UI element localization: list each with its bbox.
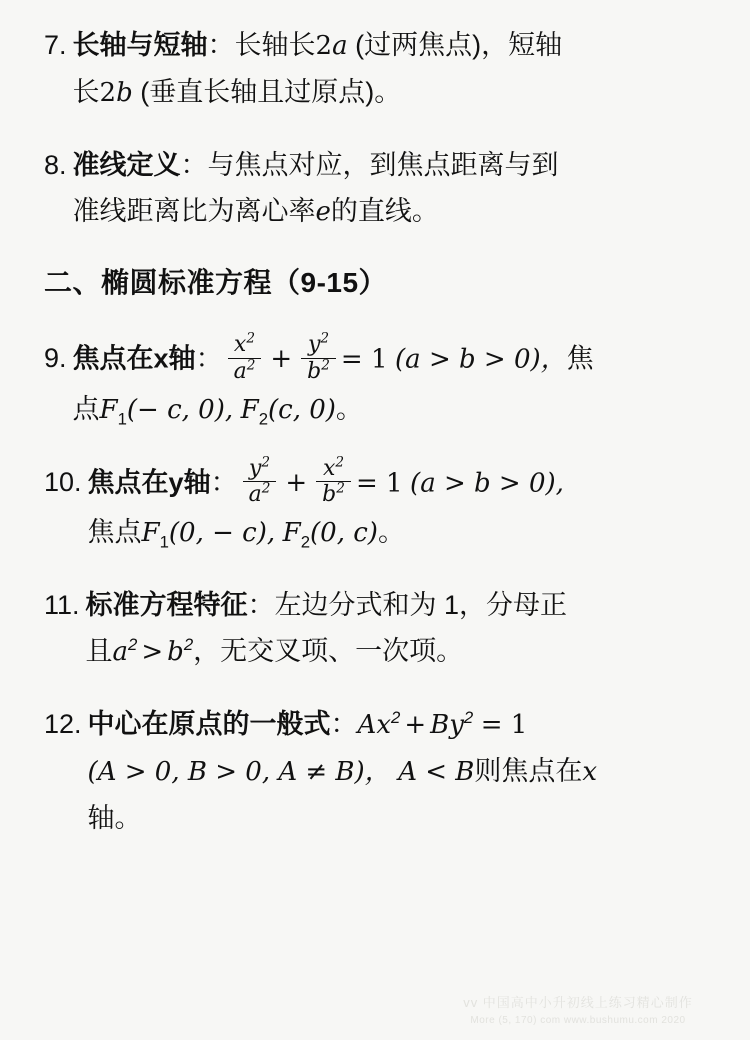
item-title: 标准方程特征 [85,590,248,620]
colon: ： [330,709,358,739]
item-text-tail: 焦 [566,343,594,374]
item-number: 8. [44,150,67,180]
equals-one: = 1 [355,467,403,498]
list-item-11 [44,582,706,675]
item-text-1: 左边分式和为 1，分母正 [274,590,568,620]
list-item-8 [44,142,706,235]
item-title: 准线定义 [72,150,181,180]
greater-than-operator: > [141,637,164,667]
focus-f1-arg: (− c, 0), [126,394,234,425]
watermark [428,994,728,1030]
focus-f2-subscript: 2 [258,408,268,428]
item-text-2: 且 [85,636,113,666]
section-heading: 二、椭圆标准方程（9-15） [44,267,388,298]
item-text-2: 点 [72,393,100,424]
condition-abc: (a > b > 0), [410,467,564,498]
fraction-x2-a2: $\frac{x^2}{a^2}$ [228,333,262,384]
period: 。 [377,517,405,547]
x-symbol: x [582,757,598,787]
item-text-4: (垂直长轴且过原点)。 [140,77,402,107]
minor-axis-length: 2b [99,78,133,108]
item-number: 9. [44,343,67,373]
list-item-7 [44,22,706,116]
item-text-3: ，无交叉项、一次项。 [193,636,464,666]
equals-one: = 1 [340,344,388,375]
focus-f1-arg: (0, − c), [168,518,276,548]
plus-operator: + [404,710,427,740]
item-body [72,330,594,433]
focus-f2-arg: (c, 0) [268,394,336,425]
general-form-conditions: (A > 0, B > 0, A ≠ B)， [87,757,391,787]
item-title: 焦点在y轴 [87,466,211,497]
item-text-2: 准线距离比为离心率 [72,196,316,226]
focus-f2: F [240,394,259,425]
plus-operator: + [270,344,293,375]
equals-one: = 1 [480,710,528,740]
item-body [86,582,568,675]
major-axis-length: 2a [315,31,348,61]
item-number: 12. [44,709,82,739]
fraction-x2-b2: $\frac{x^2}{b^2}$ [316,457,351,508]
watermark-line-1: vv 中国高中小升初线上练习精心制作 [463,995,693,1010]
item-text-1: 与焦点对应，到焦点距离与到 [207,150,559,180]
a-exponent: 2 [128,635,138,654]
focus-f1: F [99,394,118,425]
focus-f2-arg: (0, c) [310,518,378,548]
item-body [73,142,559,235]
focus-f1: F [141,518,160,548]
item-title: 焦点在x轴 [72,343,196,374]
general-form-term-a: Ax [357,710,391,740]
y-exponent: 2 [463,708,474,727]
a-less-b: A < B [398,757,475,787]
watermark-line-2: More (5, 170) com www.bushumu.com 2020 [470,1015,686,1026]
colon: ： [180,150,208,180]
colon: ： [207,30,235,60]
a-symbol: a [112,637,129,667]
item-number: 7. [44,30,67,60]
item-title: 长轴与短轴 [72,30,208,60]
item-body [87,454,564,557]
item-body [88,701,598,841]
condition-abc: (a > b > 0)， [395,344,567,375]
eccentricity-symbol: e [315,197,331,227]
item-text-2: (过两焦点)，短轴 [355,30,563,60]
item-title: 中心在原点的一般式 [87,709,331,739]
period: 。 [335,393,363,424]
x-exponent: 2 [391,708,401,727]
list-item-9 [44,330,706,433]
item-text-3: 轴。 [87,803,142,833]
b-symbol: b [167,637,184,667]
plus-operator: + [285,467,308,498]
item-body [73,22,563,116]
fraction-y2-b2: $\frac{y^2}{b^2}$ [301,333,336,384]
item-text-1: 长轴长 [234,30,316,60]
colon: ： [195,343,223,374]
item-number: 11. [44,590,80,620]
item-text-3: 长 [72,77,100,107]
item-text-3: 的直线。 [330,196,439,226]
item-number: 10. [44,466,82,497]
b-exponent: 2 [183,635,194,654]
list-item-12 [44,701,706,841]
list-item-10 [44,454,706,557]
item-text-2: 则焦点在 [474,756,583,786]
item-text-2: 焦点 [87,517,142,547]
focus-f1-subscript: 1 [117,408,127,428]
colon: ： [210,466,238,497]
fraction-y2-a2: $\frac{y^2}{a^2}$ [243,457,277,508]
general-form-term-b: By [430,710,464,740]
focus-f2: F [282,518,301,548]
colon: ： [247,590,275,620]
focus-f1-subscript: 1 [159,532,169,552]
focus-f2-subscript: 2 [300,532,311,552]
